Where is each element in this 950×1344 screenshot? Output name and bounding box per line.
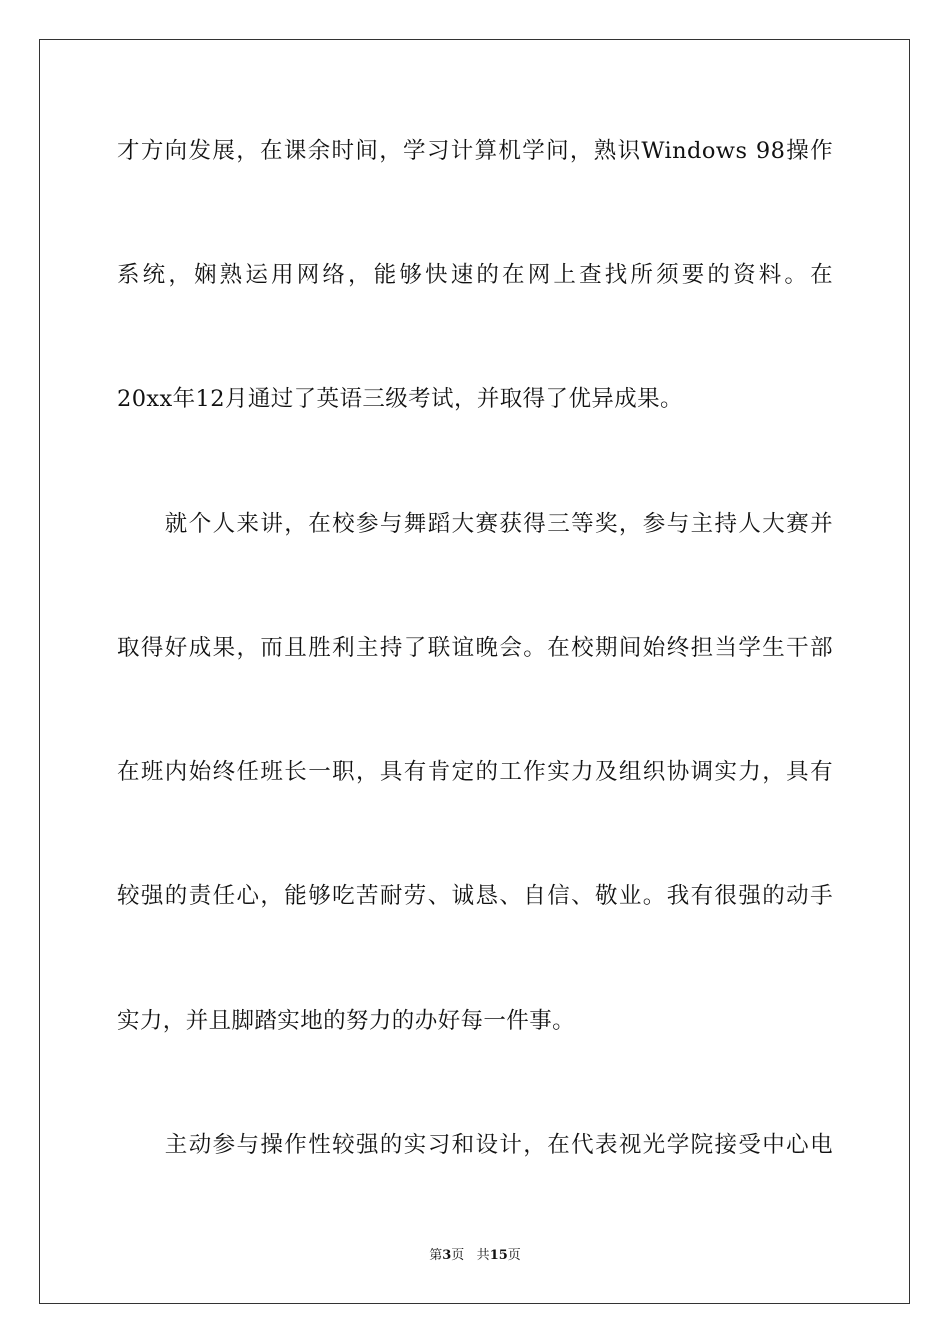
body-text-line-7: 较强的责任心，能够吃苦耐劳、诚恳、自信、敬业。我有很强的动手 (117, 883, 833, 909)
body-text-line-1: 才方向发展，在课余时间，学习计算机学问，熟识Windows 98操作 (117, 138, 833, 164)
page-number-suffix: 页 (451, 1248, 465, 1263)
page-number: 3 (442, 1248, 452, 1263)
total-pages-prefix: 共 (476, 1248, 490, 1263)
body-text-line-5: 取得好成果，而且胜利主持了联谊晚会。在校期间始终担当学生干部 (117, 635, 833, 661)
total-pages: 15 (489, 1248, 508, 1263)
body-text-line-8: 实力，并且脚踏实地的努力的办好每一件事。 (117, 1008, 576, 1034)
total-pages-suffix: 页 (507, 1248, 521, 1263)
body-text-line-3: 20xx年12月通过了英语三级考试，并取得了优异成果。 (117, 386, 683, 412)
page-footer (0, 1247, 950, 1265)
body-text-line-9: 主动参与操作性较强的实习和设计，在代表视光学院接受中心电 (117, 1132, 833, 1158)
page-border (39, 39, 910, 1304)
body-text-line-6: 在班内始终任班长一职，具有肯定的工作实力及组织协调实力，具有 (117, 759, 833, 785)
body-text-line-4: 就个人来讲，在校参与舞蹈大赛获得三等奖，参与主持人大赛并 (117, 511, 833, 537)
body-text-line-2: 系统，娴熟运用网络，能够快速的在网上查找所须要的资料。在 (117, 262, 833, 288)
page-number-prefix: 第 (429, 1248, 443, 1263)
